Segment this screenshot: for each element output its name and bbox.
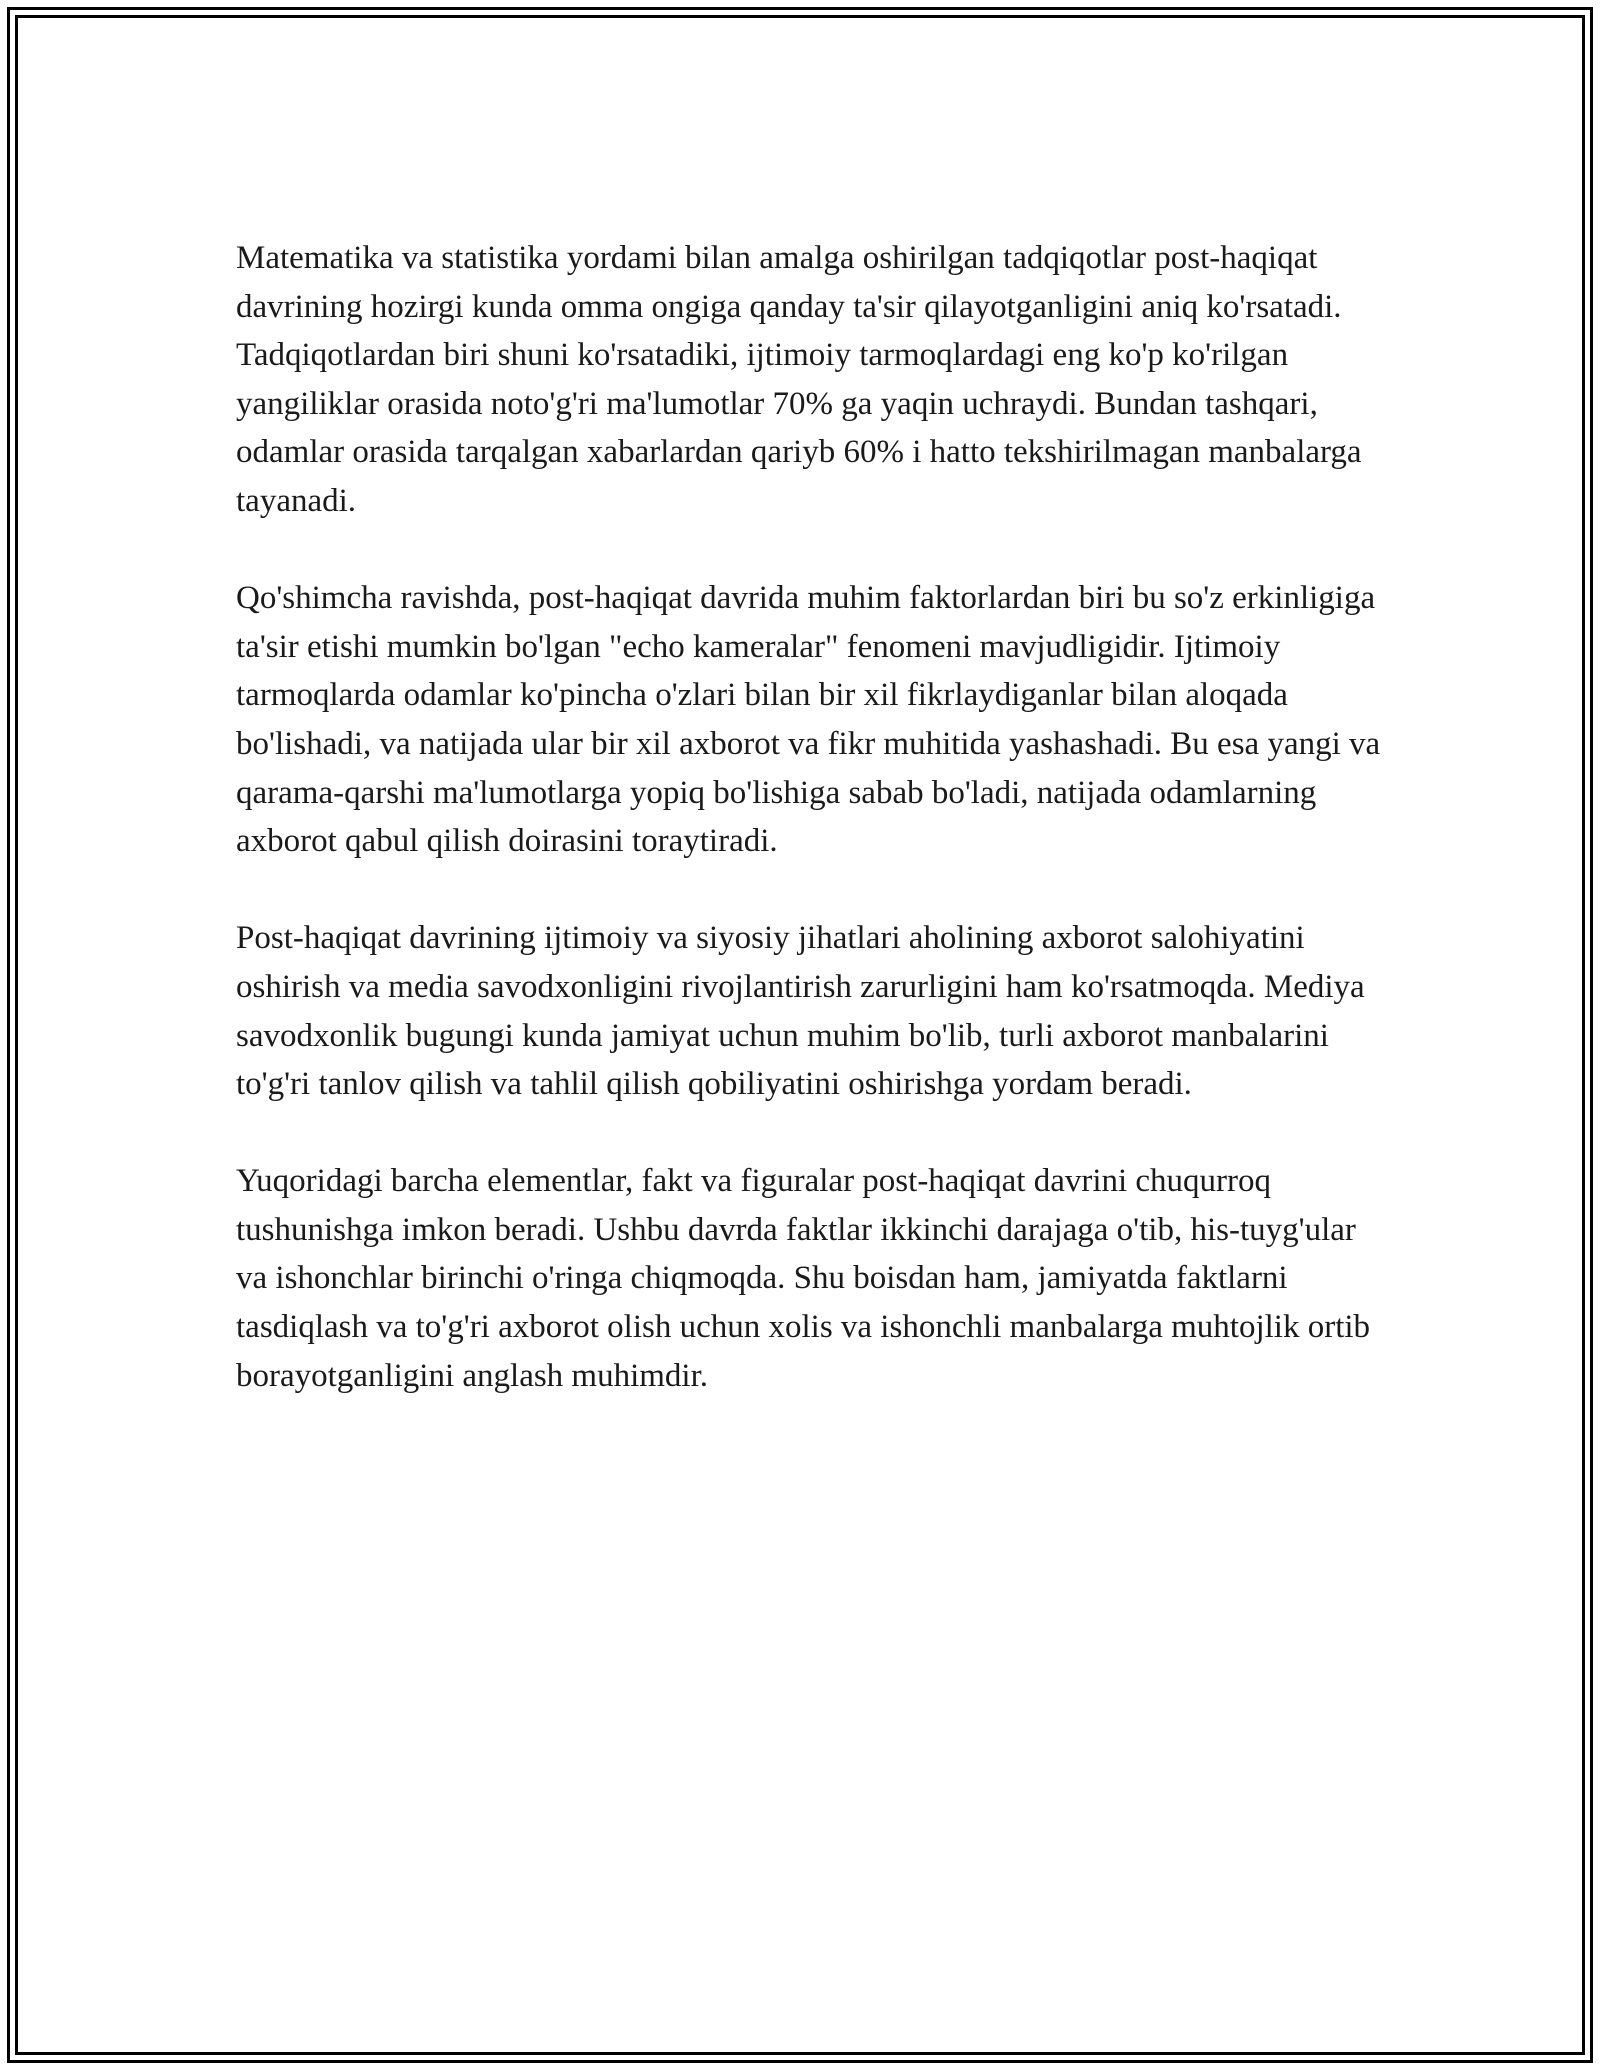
paragraph-4: Yuqoridagi barcha elementlar, fakt va figuralar post-haqiqat davrini chuqurroq tushunishga imkon beradi. Ushbu davrda faktlar ikkinchi darajaga o'tib, his-tuyg'ular va ishonchlar birinchi o'ringa chiqmoqda. Shu boisdan ham, jamiyatda faktlarni tasdiqlash va to'g'ri axborot olish uchun xolis va ishonchli manbalarga muhtojlik ortib borayotganligini anglash muhimdir. (236, 1163, 1371, 1394)
paragraph-1: Matematika va statistika yordami bilan amalga oshirilgan tadqiqotlar post-haqiqat davrining hozirgi kunda omma ongiga qanday ta'sir qilayotganligini aniq ko'rsatadi. Tadqiqotlardan biri shuni ko'rsatadiki, ijtimoiy tarmoqlardagi eng ko'p ko'rilgan yangiliklar orasida noto'g'ri ma'lumotlar 70% ga yaqin uchraydi. Bundan tashqari, odamlar orasida tarqalgan xabarlardan qariyb 60% i hatto tekshirilmagan manbalarga tayanadi. (236, 240, 1362, 519)
paragraph-2: Qo'shimcha ravishda, post-haqiqat davrida muhim faktorlardan biri bu so'z erkinligiga ta'sir etishi mumkin bo'lgan "echo kameralar" fenomeni mavjudligidir. Ijtimoiy tarmoqlarda odamlar ko'pincha o'zlari bilan bir xil fikrlaydiganlar bilan aloqada bo'lishadi, va natijada ular bir xil axborot va fikr muhitida yashashadi. Bu esa yangi va qarama-qarshi ma'lumotlarga yopiq bo'lishiga sabab bo'ladi, natijada odamlarning axborot qabul qilish doirasini toraytiradi. (236, 580, 1381, 860)
document-body (236, 234, 1384, 1449)
paragraph-3: Post-haqiqat davrining ijtimoiy va siyosiy jihatlari aholining axborot salohiyatini oshirish va media savodxonligini rivojlantirish zarurligini ham ko'rsatmoqda. Mediya savodxonlik bugungi kunda jamiyat uchun muhim bo'lib, turli axborot manbalarini to'g'ri tanlov qilish va tahlil qilish qobiliyatini oshirishga yordam beradi. (236, 920, 1365, 1103)
